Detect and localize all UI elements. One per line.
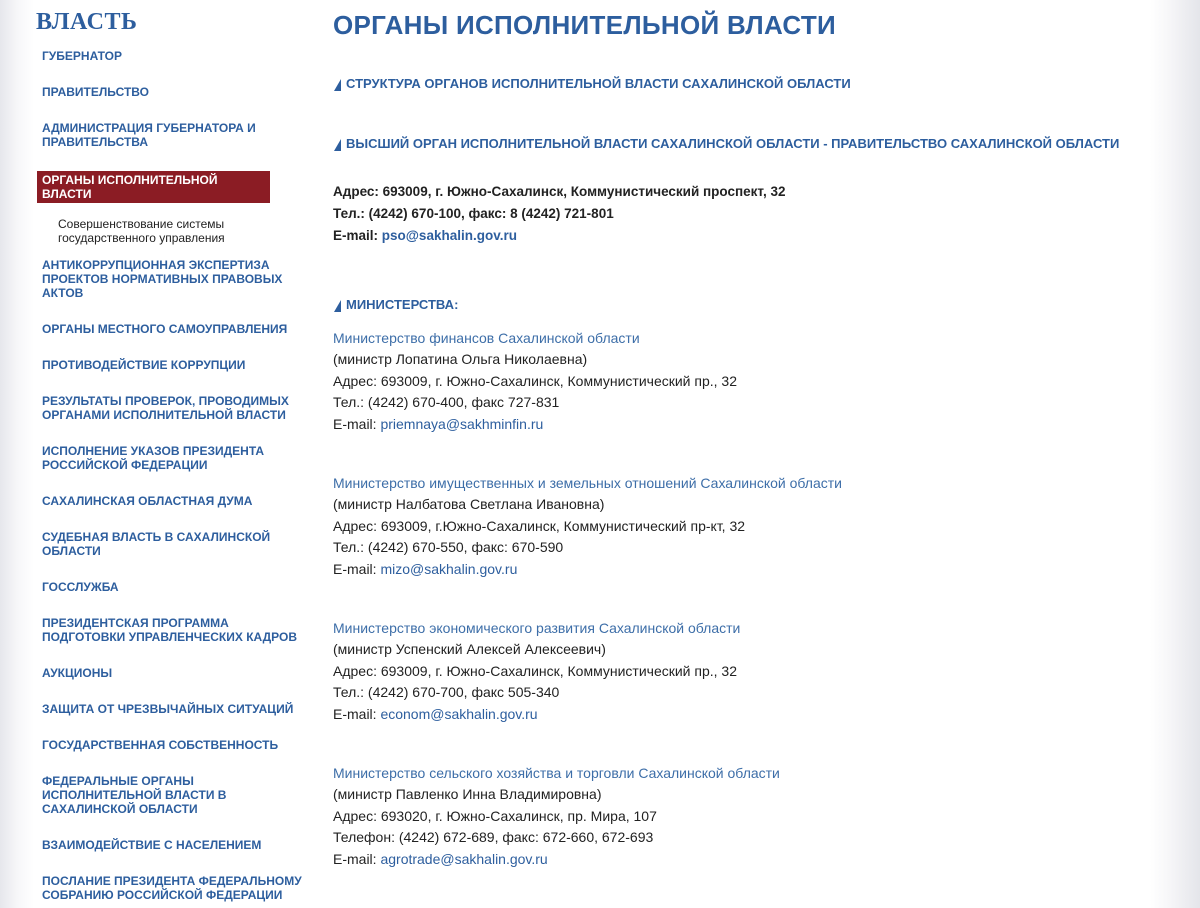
sidebar-item-executive-bodies[interactable]: ОРГАНЫ ИСПОЛНИТЕЛЬНОЙ ВЛАСТИ	[37, 171, 270, 203]
ministry-name-link[interactable]: Министерство финансов Сахалинской области	[333, 330, 640, 346]
government-link[interactable]	[333, 136, 1173, 152]
ministry-head: (министр Лопатина Ольга Николаевна)	[333, 351, 588, 367]
sidebar-item-local-government[interactable]: ОРГАНЫ МЕСТНОГО САМОУПРАВЛЕНИЯ	[42, 322, 288, 336]
sidebar-item-judicial-power[interactable]: СУДЕБНАЯ ВЛАСТЬ В САХАЛИНСКОЙ ОБЛАСТИ	[42, 530, 271, 558]
email-label: E-mail:	[333, 851, 381, 867]
ministry-name-link[interactable]: Министерство экономического развития Сахалинской области	[333, 620, 741, 636]
sidebar-item-public-interaction[interactable]: ВЗАИМОДЕЙСТВИЕ С НАСЕЛЕНИЕМ	[42, 838, 262, 852]
ministry-address: Адрес: 693020, г. Южно-Сахалинск, пр. Мира, 107	[333, 808, 657, 824]
ministry-email-link[interactable]: mizo@sakhalin.gov.ru	[380, 561, 518, 577]
ministry-name-link[interactable]: Министерство имущественных и земельных отношений Сахалинской области	[333, 475, 842, 491]
triangle-bullet-icon	[334, 300, 341, 312]
sidebar-title: ВЛАСТЬ	[36, 9, 138, 35]
ministry-email-link[interactable]: econom@sakhalin.gov.ru	[380, 706, 538, 722]
ministry-email-line	[333, 561, 517, 577]
email-label: E-mail:	[333, 416, 381, 432]
sidebar-subitem-governance-improvement[interactable]: Совершенствование системы государственного управления	[58, 217, 225, 245]
ministry-address: Адрес: 693009, г. Южно-Сахалинск, Коммунистический пр., 32	[333, 663, 738, 679]
government-address: Адрес: 693009, г. Южно-Сахалинск, Коммунистический проспект, 32	[333, 184, 786, 199]
ministry-phone: Тел.: (4242) 670-700, факс 505-340	[333, 684, 560, 700]
ministry-head: (министр Павленко Инна Владимировна)	[333, 786, 602, 802]
ministry-address: Адрес: 693009, г. Южно-Сахалинск, Коммунистический пр., 32	[333, 373, 738, 389]
ministry-email-link[interactable]: priemnaya@sakhminfin.ru	[380, 416, 544, 432]
sidebar-item-auctions[interactable]: АУКЦИОНЫ	[42, 666, 113, 680]
triangle-bullet-icon	[334, 79, 341, 91]
sidebar-item-anticorruption-expertise[interactable]: АНТИКОРРУПЦИОННАЯ ЭКСПЕРТИЗА ПРОЕКТОВ НОРМАТИВНЫХ ПРАВОВЫХ АКТОВ	[42, 258, 283, 300]
structure-link[interactable]	[333, 76, 1173, 92]
ministry-phone: Тел.: (4242) 670-400, факс 727-831	[333, 394, 560, 410]
ministry-head: (министр Успенский Алексей Алексеевич)	[333, 641, 606, 657]
email-label: E-mail:	[333, 228, 382, 243]
ministry-email-line	[333, 416, 543, 432]
sidebar-item-governor[interactable]: ГУБЕРНАТОР	[42, 49, 123, 63]
sidebar-item-government[interactable]: ПРАВИТЕЛЬСТВО	[42, 85, 150, 99]
government-email-link[interactable]: pso@sakhalin.gov.ru	[381, 228, 517, 243]
ministry-phone: Телефон: (4242) 672-689, факс: 672-660, 672-693	[333, 829, 654, 845]
sidebar-item-presidential-decrees[interactable]: ИСПОЛНЕНИЕ УКАЗОВ ПРЕЗИДЕНТА РОССИЙСКОЙ ФЕДЕРАЦИИ	[42, 444, 265, 472]
government-email-line	[333, 228, 517, 244]
ministries-heading	[333, 297, 1173, 313]
sidebar-item-administration[interactable]: АДМИНИСТРАЦИЯ ГУБЕРНАТОРА И ПРАВИТЕЛЬСТВА	[42, 121, 256, 149]
sidebar-item-federal-bodies[interactable]: ФЕДЕРАЛЬНЫЕ ОРГАНЫ ИСПОЛНИТЕЛЬНОЙ ВЛАСТИ В САХАЛИНСКОЙ ОБЛАСТИ	[42, 774, 227, 816]
sidebar-item-regional-duma[interactable]: САХАЛИНСКАЯ ОБЛАСТНАЯ ДУМА	[42, 494, 253, 508]
ministry-phone: Тел.: (4242) 670-550, факс: 670-590	[333, 539, 564, 555]
sidebar-item-state-property[interactable]: ГОСУДАРСТВЕННАЯ СОБСТВЕННОСТЬ	[42, 738, 279, 752]
email-label: E-mail:	[333, 561, 381, 577]
government-link-label: ВЫСШИЙ ОРГАН ИСПОЛНИТЕЛЬНОЙ ВЛАСТИ САХАЛИНСКОЙ ОБЛАСТИ - ПРАВИТЕЛЬСТВО САХАЛИНСКОЙ ОБЛАСТИ	[346, 136, 1120, 151]
sidebar-item-inspection-results[interactable]: РЕЗУЛЬТАТЫ ПРОВЕРОК, ПРОВОДИМЫХ ОРГАНАМИ ИСПОЛНИТЕЛЬНОЙ ВЛАСТИ	[42, 394, 289, 422]
sidebar-item-emergency-protection[interactable]: ЗАЩИТА ОТ ЧРЕЗВЫЧАЙНЫХ СИТУАЦИЙ	[42, 702, 294, 716]
page-title: ОРГАНЫ ИСПОЛНИТЕЛЬНОЙ ВЛАСТИ	[333, 10, 836, 40]
sidebar-item-presidential-address[interactable]: ПОСЛАНИЕ ПРЕЗИДЕНТА ФЕДЕРАЛЬНОМУ СОБРАНИЮ РОССИЙСКОЙ ФЕДЕРАЦИИ	[42, 874, 302, 902]
ministry-email-link[interactable]: agrotrade@sakhalin.gov.ru	[380, 851, 548, 867]
ministry-head: (министр Налбатова Светлана Ивановна)	[333, 496, 605, 512]
ministry-address: Адрес: 693009, г.Южно-Сахалинск, Коммунистический пр-кт, 32	[333, 518, 746, 534]
ministry-name-link[interactable]: Министерство сельского хозяйства и торговли Сахалинской области	[333, 765, 780, 781]
sidebar-item-presidential-program[interactable]: ПРЕЗИДЕНТСКАЯ ПРОГРАММА ПОДГОТОВКИ УПРАВЛЕНЧЕСКИХ КАДРОВ	[42, 616, 298, 644]
email-label: E-mail:	[333, 706, 381, 722]
structure-link-label: СТРУКТУРА ОРГАНОВ ИСПОЛНИТЕЛЬНОЙ ВЛАСТИ САХАЛИНСКОЙ ОБЛАСТИ	[346, 76, 851, 91]
triangle-bullet-icon	[334, 139, 341, 151]
sidebar-item-civil-service[interactable]: ГОССЛУЖБА	[42, 580, 119, 594]
ministries-heading-label: МИНИСТЕРСТВА:	[346, 297, 459, 312]
sidebar-item-anticorruption[interactable]: ПРОТИВОДЕЙСТВИЕ КОРРУПЦИИ	[42, 358, 246, 372]
ministry-email-line	[333, 851, 548, 867]
ministry-email-line	[333, 706, 538, 722]
government-phone: Тел.: (4242) 670-100, факс: 8 (4242) 721-801	[333, 206, 614, 221]
